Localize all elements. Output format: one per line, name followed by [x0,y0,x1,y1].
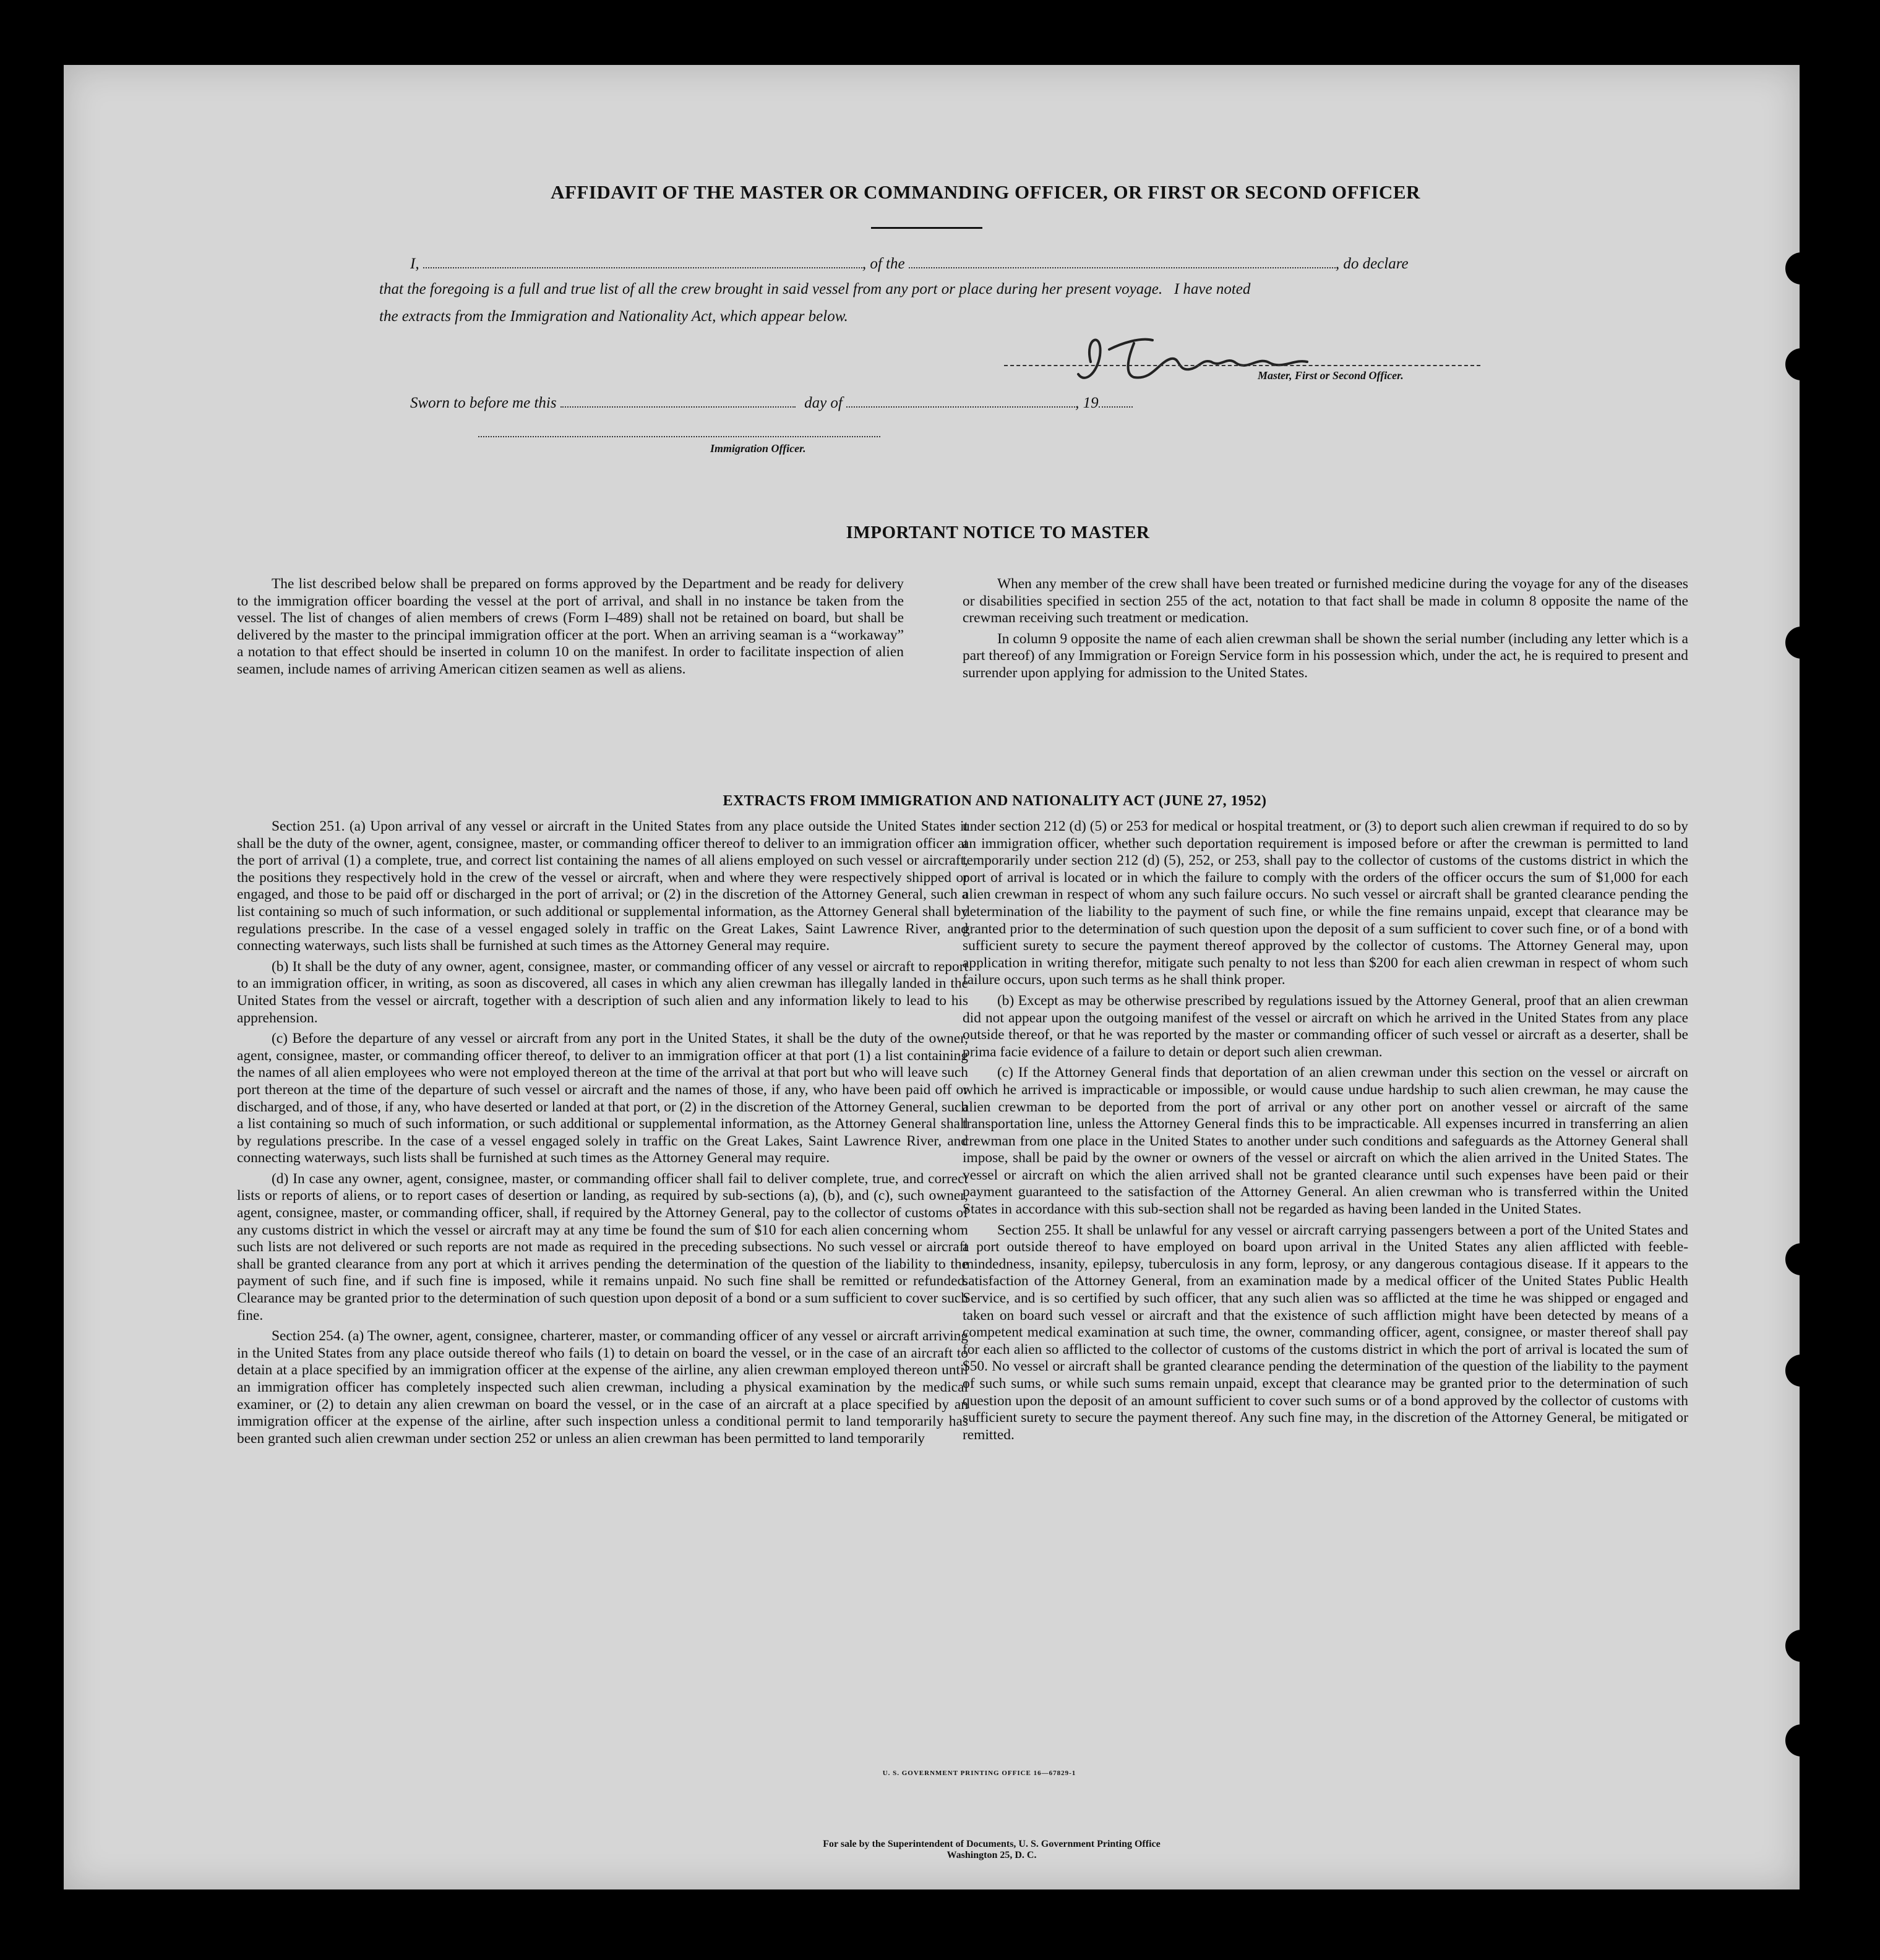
affidavit-title: AFFIDAVIT OF THE MASTER OR COMMANDING OFFICER, OR FIRST OR SECOND OFFICER [551,181,1420,203]
title-rule [871,227,982,229]
punch-hole [1785,1630,1818,1662]
declaration-line-1 [410,254,1604,273]
sworn-line [410,393,1338,412]
signer-caption: Master, First or Second Officer. [1258,369,1404,382]
extract-paragraph: (b) It shall be the duty of any owner, agent, consignee, master, or commanding officer of any vessel or aircraft to report to an immigration officer, in writing, as soon as discovered, all cases in which any alien crewman has illegally landed in the United States from the vessel or aircraft, together with a description of such alien and any information likely to lead to his apprehension. [237,958,968,1026]
punch-hole [1785,1243,1818,1275]
punch-hole [1785,1724,1818,1757]
extracts-left-column [237,818,968,1447]
sworn-day-blank [560,393,796,408]
signature-line [1004,365,1480,366]
year-blank [1099,393,1133,408]
extracts-title: EXTRACTS FROM IMMIGRATION AND NATIONALITY ACT (JUNE 27, 1952) [723,793,1267,809]
notice-paragraph: The list described below shall be prepared on forms approved by the Department and be ready for delivery to the immigration officer boarding the vessel at the port of arrival, and shall in no instance be taken from the vessel. The list of changes of alien members of crews (Form I–489) shall not be retained on board, but shall be delivered by the master to the principal immigration officer at the port. When an arriving seaman is a “workaway” a notation to that effect should be inserted in column 10 on the manifest. In order to facilitate inspection of alien seamen, include names of arriving American citizen seamen as well as aliens. [237,576,904,677]
declaration-line-3: the extracts from the Immigration and Nationality Act, which appear below. [379,308,848,325]
vessel-blank [909,254,1336,268]
sworn-label: Sworn to before me this [410,395,557,411]
extract-paragraph: Section 254. (a) The owner, agent, consignee, charterer, master, or commanding officer of any vessel or aircraft arriving in the United States from any place outside thereof who fails (1) to detain on board the vessel, or in the case of an aircraft to detain at a place specified by an immigration officer at the expense of the airline, any alien crewman employed thereon until an immigration officer has completely inspected such alien crewman, including a physical examination by the medical examiner, or (2) to detain any alien crewman on board the vessel, or in the case of an aircraft at a place specified by an immigration officer at the expense of the airline, after such inspection unless a conditional permit to land temporarily has been granted such alien crewman under section 252 or unless an alien crewman has been permitted to land temporarily [237,1328,968,1447]
notice-paragraph: When any member of the crew shall have been treated or furnished medicine during the voyage for any of the diseases or disabilities specified in section 255 of the act, notation to that fact shall be made in column 8 opposite the name of the crewman receiving such treatment or medication. [963,576,1688,627]
day-of-label: day of [804,395,843,411]
punch-hole [1785,1354,1818,1387]
printer-line: U. S. GOVERNMENT PRINTING OFFICE 16—67829-1 [882,1770,1076,1777]
sale-line-1: For sale by the Superintendent of Documents, U. S. Government Printing Office [823,1839,1161,1849]
document-page [64,65,1800,1889]
notice-left-column [237,576,904,678]
extract-paragraph: (b) Except as may be otherwise prescribed by regulations issued by the Attorney General, proof that an alien crewman did not appear upon the outgoing manifest of the vessel or aircraft on which he arrived in the United States from any place outside thereof, or that he was reported by the master or commanding officer of such vessel or aircraft as a deserter, shall be prima facie evidence of a failure to detain or deport such alien crewman. [963,992,1688,1060]
sale-line-2: Washington 25, D. C. [946,1850,1037,1860]
name-blank [423,254,862,268]
officer-caption: Immigration Officer. [710,442,806,455]
extracts-right-column [963,818,1688,1444]
year-label: , 19 [1075,395,1099,411]
of-the-label: , of the [862,255,905,272]
do-declare-label: , do declare [1335,255,1409,272]
extract-paragraph: under section 212 (d) (5) or 253 for medical or hospital treatment, or (3) to deport such alien crewman if required to do so by an immigration officer, whether such deportation requirement is imposed before or after the crewman is permitted to land temporarily under section 212 (d) (5), 252, or 253, shall pay to the collector of customs of the customs district in which the port of arrival is located or in which the failure to comply with the orders of the officer occurs the sum of $1,000 for each alien crewman in respect of whom any such failure occurs. No such vessel or aircraft shall be granted clearance pending the determination of the liability to the payment of such fine, or while the fine remains unpaid, except that clearance may be granted prior to the determination of such question upon the deposit of a sum sufficient to cover such fine, or of a bond with sufficient surety to secure the payment thereof approved by the collector of customs. The Attorney General may, upon application in writing therefor, mitigate such penalty to not less than $200 for each alien crewman in respect of whom such failure occurs, upon such terms as he shall think proper. [963,818,1688,988]
signature [1066,325,1338,393]
extract-paragraph: Section 251. (a) Upon arrival of any vessel or aircraft in the United States from any place outside the United States it shall be the duty of the owner, agent, consignee, master, or commanding officer thereof to deliver to an immigration officer at the port of arrival (1) a complete, true, and correct list containing the names of all aliens employed on such vessel or aircraft, the positions they respectively hold in the crew of the vessel or aircraft, when and where they were respectively shipped or engaged, and those to be paid off or discharged in the port of arrival; or (2) in the discretion of the Attorney General, such a list containing so much of such information, or such additional or supplemental information, as the Attorney General shall by regulations prescribe. In the case of a vessel engaged solely in traffic on the Great Lakes, Saint Lawrence River, and connecting waterways, such lists shall be furnished at such times as the Attorney General may require. [237,818,968,954]
notice-paragraph: In column 9 opposite the name of each alien crewman shall be shown the serial number (including any letter which is a part thereof) of any Immigration or Foreign Service form in his possession which, under the act, he is required to present and surrender upon applying for admission to the United States. [963,630,1688,681]
extract-paragraph: (d) In case any owner, agent, consignee, master, or commanding officer shall fail to deliver complete, true, and correct lists or reports of aliens, or to report cases of desertion or landing, as required by sub-sections (a), (b), and (c), such owner, agent, consignee, master, or commanding officer, shall, if required by the Attorney General, pay to the collector of customs of any customs district in which the vessel or aircraft may at any time be found the sum of $10 for each alien concerning whom such lists are not delivered or such reports are not made as required in the preceding subsections. No such vessel or aircraft shall be granted clearance from any port at which it arrives pending the determination of the question of the liability to the payment of such fine, and if such fine is imposed, while it remains unpaid. No such fine shall be remitted or refunded. Clearance may be granted prior to the determination of such question upon deposit of a bond or a sum sufficient to cover such fine. [237,1170,968,1324]
punch-hole [1785,348,1818,380]
extract-paragraph: (c) If the Attorney General finds that deportation of an alien crewman under this section on the vessel or aircraft on which he arrived is impracticable or impossible, or would cause undue hardship to such alien crewman, he may cause the alien crewman to be deported from the port of arrival or any other port on another vessel or aircraft of the same transportation line, unless the Attorney General finds this to be impracticable. All expenses incurred in transferring an alien crewman from one place in the United States to another under such conditions and safeguards as the Attorney General shall impose, shall be paid by the owner or owners of the vessel or aircraft on which the alien arrived in the United States. The vessel or aircraft on which the alien arrived shall not be granted clearance until such expenses have been paid or their payment guaranteed to the satisfaction of the Attorney General. An alien crewman who is transferred within the United States in accordance with this sub-section shall not be regarded as having been landed in the United States. [963,1064,1688,1218]
notice-title: IMPORTANT NOTICE TO MASTER [846,523,1150,542]
month-blank [846,393,1075,408]
punch-hole [1785,627,1818,659]
punch-hole [1785,252,1818,285]
declaration-line-2: that the foregoing is a full and true list of all the crew brought in said vessel from any port or place during her present voyage. I have noted [379,281,1251,297]
extract-paragraph: (c) Before the departure of any vessel or aircraft from any port in the United States, it shall be the duty of the owner, agent, consignee, master, or commanding officer thereof, to deliver to an immigration officer at that port (1) a list containing the names of all alien employees who were not employed thereon at the time of the arrival at that port but who will leave such port thereon at the time of the departure of such vessel or aircraft and the names of those, if any, who have been paid off or discharged, and of those, if any, who have deserted or landed at that port, or (2) in the discretion of the Attorney General, such a list containing so much of such information, or such additional or supplemental information, as the Attorney General shall by regulations prescribe. In the case of a vessel engaged solely in traffic on the Great Lakes, Saint Lawrence River, and connecting waterways, such lists shall be furnished at such times as the Attorney General may require. [237,1030,968,1166]
officer-signature-line [478,436,880,437]
notice-right-column [963,576,1688,682]
i-label: I, [410,255,419,272]
extract-paragraph: Section 255. It shall be unlawful for any vessel or aircraft carrying passengers between a port of the United States and a port outside thereof to have employed on board upon arrival in the United States any alien afflicted with feeble-mindedness, insanity, epilepsy, tuberculosis in any form, leprosy, or any dangerous contagious disease. If it appears to the satisfaction of the Attorney General, from an examination made by a medical officer of the United States Public Health Service, and is so certified by such officer, that any such alien was so afflicted at the time he was shipped or engaged and taken on board such vessel or aircraft and that the existence of such affliction might have been detected by means of a competent medical examination at such time, the owner, commanding officer, agent, consignee, or master thereof shall pay for each alien so afflicted to the collector of customs of the customs district in which the port of arrival is located the sum of $50. No vessel or aircraft shall be granted clearance pending the determination of the question of the liability to the payment of such sums, or while such sums remain unpaid, except that clearance may be granted prior to the determination of such question upon the deposit of an amount sufficient to cover such sums or of a bond approved by the collector of customs with sufficient surety to secure the payment thereof. Any such fine may, in the discretion of the Attorney General, be mitigated or remitted. [963,1222,1688,1443]
